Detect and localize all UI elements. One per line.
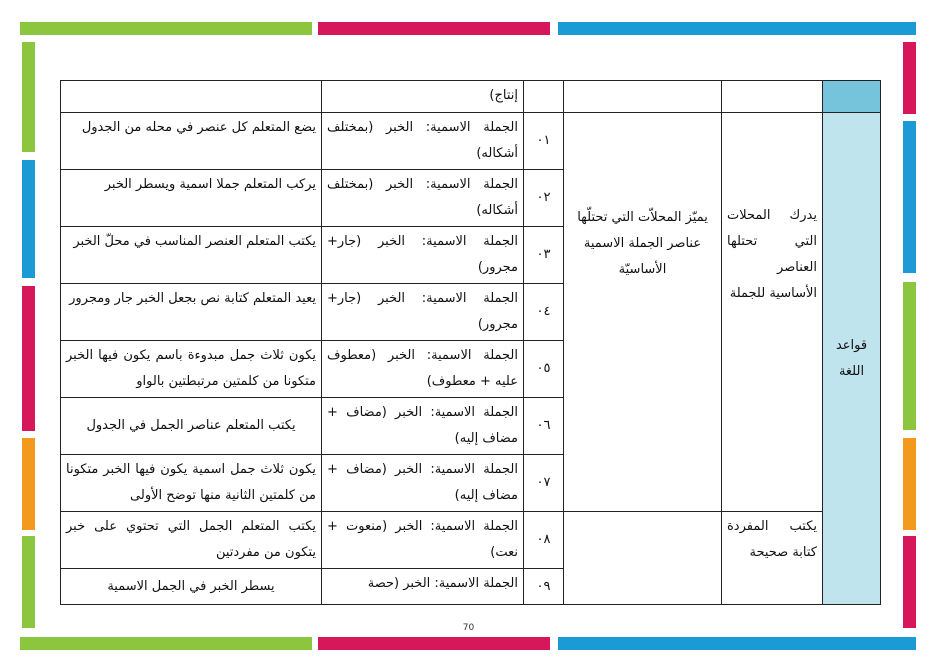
- table-row: [61, 113, 881, 170]
- border-left-green-2: [22, 536, 35, 628]
- grammar-content: الجملة الاسمية: الخبر (مضاف + مضاف إليه): [322, 398, 524, 455]
- learning-objective: يكون ثلاث جمل مبدوءة باسم يكون فيها الخبر متكونا من كلمتين مرتبطتين بالواو: [61, 341, 322, 398]
- competency-indicator-cell: [564, 512, 722, 605]
- border-right-orange: [903, 438, 916, 530]
- grammar-content: الجملة الاسمية: الخبر (بمختلف أشكاله): [322, 170, 524, 227]
- grammar-content: الجملة الاسمية: الخبر (جار+ مجرور): [322, 227, 524, 284]
- row-number: ٠١: [524, 113, 564, 170]
- row-number: ٠٦: [524, 398, 564, 455]
- page-number: 70: [462, 623, 475, 633]
- grammar-content: الجملة الاسمية: الخبر (منعوت + نعت): [322, 512, 524, 569]
- learning-objective: يكتب المتعلم الجمل التي تحتوي على خبر يتكون من مفردتين: [61, 512, 322, 569]
- border-bottom-magenta: [318, 637, 550, 650]
- border-top-magenta: [318, 22, 550, 35]
- border-right-blue: [903, 121, 916, 273]
- learning-objective: يكتب المتعلم العنصر المناسب في محلّ الخبر: [61, 227, 322, 284]
- domain-header-cell: [823, 81, 881, 113]
- table-row: [61, 512, 881, 569]
- grammar-content: الجملة الاسمية: الخبر (معطوف عليه + معطوف): [322, 341, 524, 398]
- table-row: [61, 81, 881, 113]
- indicator-header-cell: [564, 81, 722, 113]
- border-right-green: [903, 282, 916, 430]
- curriculum-table: [60, 80, 881, 605]
- border-left-green: [22, 42, 35, 152]
- domain-cell: قواعد اللغة: [823, 113, 881, 605]
- row-number: ٠٧: [524, 455, 564, 512]
- learning-objective: يسطر الخبر في الجمل الاسمية: [61, 569, 322, 605]
- grammar-content: الجملة الاسمية: الخبر (بمختلف أشكاله): [322, 113, 524, 170]
- row-number: ٠٢: [524, 170, 564, 227]
- row-number: ٠٤: [524, 284, 564, 341]
- row-number: ٠٥: [524, 341, 564, 398]
- learning-objective: يكون ثلاث جمل اسمية يكون فيها الخبر متكونا من كلمتين الثانية منها توضح الأولى: [61, 455, 322, 512]
- learning-objective: يضع المتعلم كل عنصر في محله من الجدول: [61, 113, 322, 170]
- grammar-content: الجملة الاسمية: الخبر (حصة: [322, 569, 524, 605]
- objective-cell: [61, 81, 322, 113]
- border-bottom-blue: [558, 637, 916, 650]
- border-bottom-green: [20, 637, 312, 650]
- border-right-magenta: [903, 42, 916, 114]
- competency-component-cell: يدرك المحلات التي تحتلها العناصر الأساسية للجملة: [722, 113, 823, 512]
- competency-indicator-cell: يميّز المحلاّت التي تحتلّها عناصر الجملة الاسمية الأساسيّة: [564, 113, 722, 512]
- grammar-content: الجملة الاسمية: الخبر (مضاف + مضاف إليه): [322, 455, 524, 512]
- component-header-cell: [722, 81, 823, 113]
- border-left-blue: [22, 160, 35, 278]
- row-number: ٠٩: [524, 569, 564, 605]
- learning-objective: يكتب المتعلم عناصر الجمل في الجدول: [61, 398, 322, 455]
- grammar-content: الجملة الاسمية: الخبر (جار+ مجرور): [322, 284, 524, 341]
- number-header-cell: [524, 81, 564, 113]
- border-right-magenta-2: [903, 536, 916, 628]
- learning-objective: يركب المتعلم جملا اسمية ويسطر الخبر: [61, 170, 322, 227]
- border-top-green: [20, 22, 312, 35]
- learning-objective: يعيد المتعلم كتابة نص بجعل الخبر جار ومجرور: [61, 284, 322, 341]
- content-cell: إنتاج): [322, 81, 524, 113]
- border-left-orange: [22, 438, 35, 530]
- border-left-magenta: [22, 286, 35, 431]
- border-top-blue: [558, 22, 916, 35]
- competency-component-cell: يكتب المفردة كتابة صحيحة: [722, 512, 823, 605]
- row-number: ٠٨: [524, 512, 564, 569]
- row-number: ٠٣: [524, 227, 564, 284]
